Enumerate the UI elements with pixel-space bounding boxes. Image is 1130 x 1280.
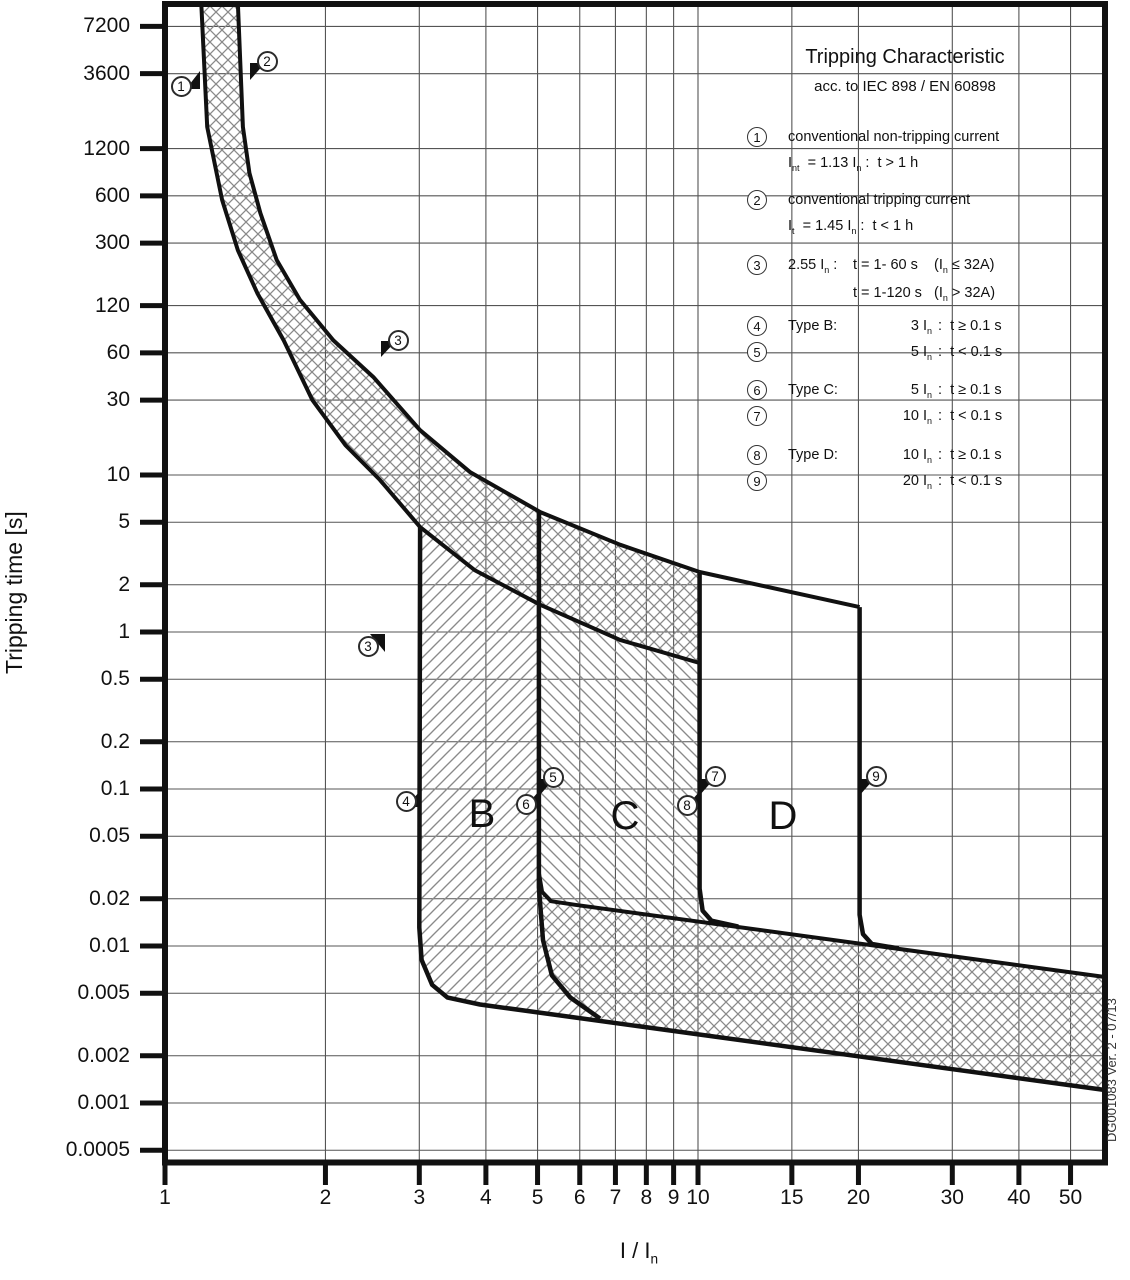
legend-item-multiple: 20 $I_n$ [902, 473, 932, 491]
x-tick-label: 10 [686, 1186, 710, 1209]
y-tick-label: 1200 [83, 136, 130, 160]
region-label-D: D [768, 794, 798, 838]
x-tick-label: 15 [780, 1186, 804, 1209]
x-tick-label: 2 [319, 1186, 332, 1209]
y-tick-label: 0.0005 [65, 1138, 130, 1162]
y-tick-label: 0.005 [77, 981, 130, 1005]
y-tick-label: 30 [106, 388, 130, 412]
legend-item-text: conventional non-tripping current [788, 129, 1000, 145]
y-tick-label: 0.002 [77, 1043, 130, 1067]
x-tick-label: 7 [609, 1186, 622, 1209]
x-tick-label: 6 [573, 1186, 586, 1209]
y-tick-label: 0.5 [100, 667, 130, 691]
y-tick-label: 120 [94, 293, 130, 317]
legend-item-formula: $I_{nt} = 1.13$ $I_n$ : t > 1 h [788, 155, 919, 173]
legend-item-label: Type D: [788, 447, 838, 463]
type-d-top [700, 572, 860, 607]
legend-item-label: 2.55 $I_n$ : [788, 257, 838, 275]
chart-marker-5: 5 [543, 767, 564, 788]
x-tick-label: 1 [159, 1186, 171, 1209]
y-tick-label: 300 [94, 231, 130, 255]
x-tick-label: 40 [1007, 1186, 1031, 1209]
legend-item-multiple: 5 $I_n$ [910, 344, 932, 362]
x-tick-label: 5 [531, 1186, 544, 1209]
legend-item-number-4: 4 [747, 316, 767, 336]
legend-item-number-7: 7 [747, 406, 767, 426]
legend-item-label: Type B: [788, 318, 838, 334]
y-tick-label: 0.02 [89, 886, 130, 910]
x-tick-label: 4 [480, 1186, 492, 1209]
legend-item-multiple: 10 $I_n$ [902, 408, 932, 426]
x-tick-label: 30 [940, 1186, 964, 1209]
legend-item-number-9: 9 [747, 471, 767, 491]
x-tick-label: 3 [413, 1186, 426, 1209]
chart-marker-6: 6 [516, 794, 537, 815]
legend-item-condition: : t < 0.1 s [938, 408, 1003, 424]
legend-item-number-1: 1 [747, 127, 767, 147]
y-tick-label: 7200 [83, 14, 130, 38]
y-tick-label: 5 [118, 510, 130, 534]
legend-item-multiple: 10 $I_n$ [902, 447, 932, 465]
legend-title: Tripping Characteristic [805, 46, 1005, 68]
x-tick-label: 50 [1058, 1186, 1083, 1209]
chart-marker-9: 9 [866, 766, 887, 787]
region-label-C: C [610, 794, 640, 838]
legend-item-number-6: 6 [747, 380, 767, 400]
legend-item-multiple: 3 $I_n$ [910, 318, 932, 336]
chart-marker-1: 1 [171, 76, 192, 97]
legend-item-condition: : t ≥ 0.1 s [938, 447, 1002, 463]
legend-item-formula: $I_t = 1.45$ $I_n$ : t < 1 h [788, 218, 914, 236]
chart-marker-3: 3 [388, 330, 409, 351]
y-tick-label: 10 [106, 463, 130, 486]
legend-item-value: t = 1- 60 s $(I_n \le 32A)$ [853, 257, 995, 275]
chart-marker-3: 3 [358, 636, 379, 657]
x-tick-label: 8 [640, 1186, 653, 1209]
document-number-watermark: DG001083 Ver. 2 - 07/13 [1104, 998, 1119, 1142]
legend-item-condition: : t < 0.1 s [938, 344, 1003, 360]
y-tick-label: 0.1 [100, 777, 130, 800]
hatched-regions [201, 4, 1105, 1090]
y-tick-label: 3600 [83, 61, 130, 85]
line-10In [700, 572, 739, 927]
y-axis-title: Tripping time [s] [1, 511, 27, 675]
legend-item-condition: : t < 0.1 s [938, 473, 1003, 489]
chart-marker-4: 4 [396, 791, 417, 812]
legend-item-label: Type C: [788, 382, 838, 398]
y-tick-label: 0.05 [89, 824, 130, 848]
legend-subtitle: acc. to IEC 898 / EN 60898 [814, 78, 996, 95]
y-tick-label: 60 [106, 340, 130, 364]
chart-marker-2: 2 [257, 51, 278, 72]
legend-item-number-8: 8 [747, 445, 767, 465]
x-tick-label: 9 [667, 1186, 680, 1209]
legend-item-multiple: 5 $I_n$ [910, 382, 932, 400]
legend-item-value2: t = 1-120 s $(I_n > 32A)$ [853, 285, 996, 303]
y-tick-label: 0.001 [77, 1091, 130, 1114]
legend-item-number-5: 5 [747, 342, 767, 362]
x-axis-title: I / $I_n$ [619, 1238, 659, 1267]
legend-item-condition: : t ≥ 0.1 s [938, 318, 1002, 334]
legend-item-number-3: 3 [747, 255, 767, 275]
y-tick-label: 0.01 [89, 934, 130, 957]
chart-marker-7: 7 [705, 766, 726, 787]
legend-item-number-2: 2 [747, 190, 767, 210]
y-tick-label: 1 [118, 620, 130, 643]
type-c-region [539, 605, 738, 927]
legend-item-condition: : t ≥ 0.1 s [938, 382, 1002, 398]
region-label-B: B [468, 792, 496, 836]
legend-item-text: conventional tripping current [788, 192, 971, 208]
y-tick-label: 0.2 [100, 729, 130, 753]
x-tick-label: 20 [846, 1186, 871, 1209]
chart-marker-8: 8 [677, 795, 698, 816]
y-tick-label: 2 [118, 572, 130, 596]
y-tick-label: 600 [94, 183, 130, 207]
